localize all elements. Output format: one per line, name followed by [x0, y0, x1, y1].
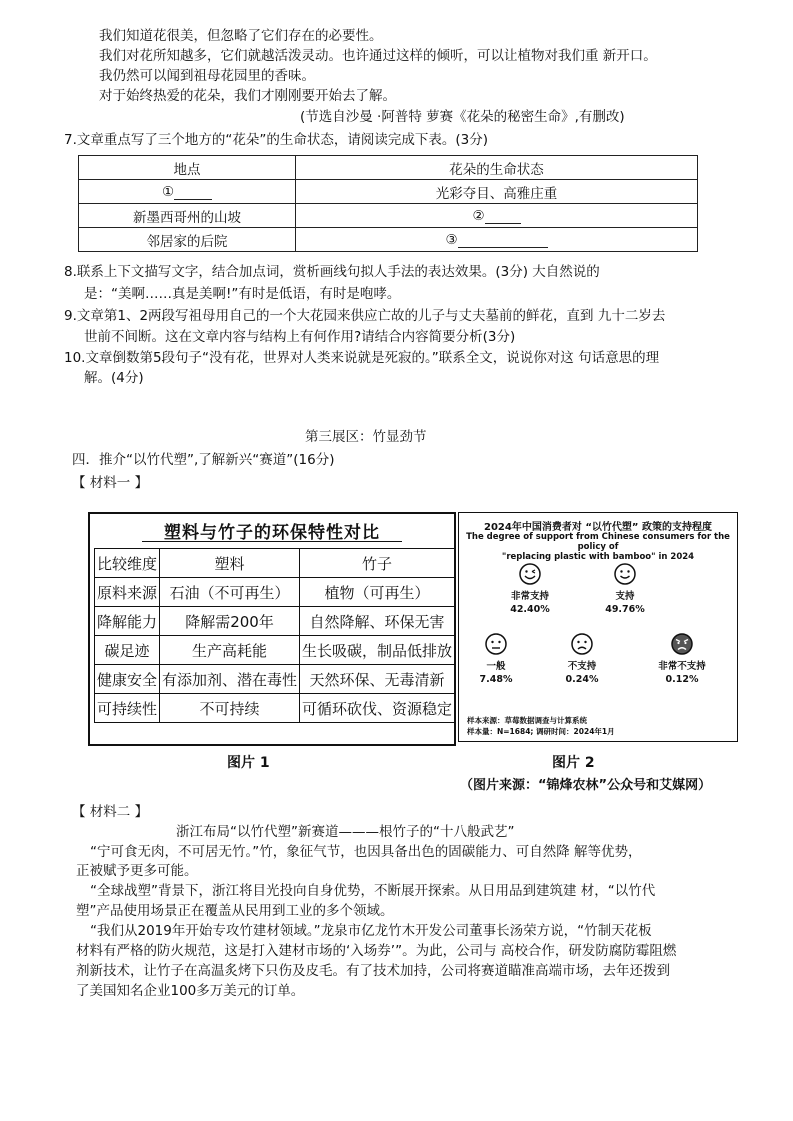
sample-size: 样本量：N=1684; 调研时间：2024年1月	[467, 727, 615, 736]
value-not-support: 0.24%	[565, 674, 599, 685]
label-not-support: 不支持	[567, 661, 597, 672]
passage-line: 我仍然可以闻到祖母花园里的香味。	[99, 68, 315, 84]
material-2-line: 塑”产品使用场景正在覆盖从民用到工业的多个领域。	[76, 903, 394, 919]
table-row	[95, 549, 455, 578]
image-source: （图片来源：“锦烽农林”公众号和艾媒网）	[460, 778, 712, 793]
figure-1-comparison-table	[88, 512, 456, 746]
table-cell: 可持续性	[95, 694, 160, 723]
blank-2[interactable]: ②	[296, 204, 698, 228]
table-cell: 生产高耗能	[160, 636, 300, 665]
table-cell: 比较维度	[95, 549, 160, 578]
table-row	[79, 204, 698, 228]
figure-1-title: 塑料与竹子的环保特性对比	[164, 523, 380, 543]
passage-source: (节选自沙曼 ·阿普特 萝赛《花朵的秘密生命》,有删改)	[300, 109, 625, 125]
figure-2-title-en: The degree of support from Chinese consumers for the policy of "replacing plastic with bamboo" in 2024	[466, 532, 730, 562]
question-9: 9.文章第1、2两段写祖母用自己的一个大花园来供应亡故的儿子与丈夫墓前的鲜花，直到 九十二岁去	[64, 308, 666, 324]
material-2-line: 剂新技术，让竹子在高温炙烤下只伤及皮毛。有了技术加持，公司将赛道瞄准高端市场，去年还拨到	[76, 963, 670, 979]
table-row	[95, 636, 455, 665]
table-cell: 石油（不可再生）	[160, 578, 300, 607]
table-cell: 可循环砍伐、资源稳定	[300, 694, 455, 723]
passage-line: 对于始终热爱的花朵，我们才刚刚要开始去了解。	[99, 88, 396, 104]
table-row	[95, 694, 455, 723]
happy-face-icon	[614, 563, 636, 585]
table-cell: 天然环保、无毒清新	[300, 665, 455, 694]
table-cell: 健康安全	[95, 665, 160, 694]
table-row	[95, 665, 455, 694]
material-2-line: 材料有严格的防火规范，这是打入建材市场的‘入场券’”。为此，公司与 高校合作，研发防腐防霉阻燃	[76, 943, 677, 959]
question-4-title: 四．推介“以竹代塑”,了解新兴“赛道”(16分)	[72, 452, 335, 468]
material-2-label: 【 材料二 】	[72, 804, 149, 820]
q7-answer-table	[78, 155, 698, 252]
label-strongly-not-support: 非常不支持	[658, 661, 706, 672]
sad-face-icon	[571, 633, 593, 655]
passage-line: 我们对花所知越多，它们就越活泼灵动。也许通过这样的倾听，可以让植物对我们重 新开口。	[99, 48, 657, 64]
figure-2-survey	[458, 512, 738, 742]
table-cell: 生长吸碳，制品低排放	[300, 636, 455, 665]
table-cell: 塑料	[160, 549, 300, 578]
table-cell: 碳足迹	[95, 636, 160, 665]
table-cell: 新墨西哥州的山坡	[79, 204, 296, 228]
label-neutral: 一般	[486, 661, 506, 672]
value-neutral: 7.48%	[479, 674, 513, 685]
table-cell: 邻居家的后院	[79, 228, 296, 252]
comparison-table	[94, 548, 455, 723]
table-cell: 不可持续	[160, 694, 300, 723]
blank-3[interactable]: ③	[296, 228, 698, 252]
question-8-cont: 是：“美啊……真是美啊!”有时是低语，有时是咆哮。	[84, 286, 401, 302]
table-row	[95, 607, 455, 636]
section-title: 第三展区：竹显劲节	[305, 429, 427, 445]
angry-face-icon	[671, 633, 693, 655]
value-support: 49.76%	[605, 604, 645, 615]
very-happy-face-icon	[519, 563, 541, 585]
material-2-line: 正被赋予更多可能。	[76, 863, 198, 879]
question-8: 8.联系上下文描写文字，结合加点词，赏析画线句拟人手法的表达效果。(3分) 大自然说的	[64, 264, 600, 280]
table-header-state: 花朵的生命状态	[296, 156, 698, 180]
figure-1-caption: 图片 1	[227, 755, 270, 771]
figure-2-title: 2024年中国消费者对 “以竹代塑” 政策的支持程度	[484, 522, 712, 533]
table-cell: 原料来源	[95, 578, 160, 607]
table-header-place: 地点	[79, 156, 296, 180]
blank-1[interactable]: ①	[79, 180, 296, 204]
table-cell: 降解需200年	[160, 607, 300, 636]
table-cell: 有添加剂、潜在毒性	[160, 665, 300, 694]
material-1-label: 【 材料一 】	[72, 475, 149, 491]
table-row	[95, 578, 455, 607]
sample-source: 样本来源：草莓数据调查与计算系统	[467, 716, 587, 725]
material-2-line: “全球战塑”背景下，浙江将目光投向自身优势，不断展开探索。从日用品到建筑建 材，“以竹代	[90, 883, 656, 899]
label-very-support: 非常支持	[510, 591, 549, 602]
label-support: 支持	[615, 591, 635, 602]
neutral-face-icon	[485, 633, 507, 655]
table-cell: 降解能力	[95, 607, 160, 636]
table-cell: 竹子	[300, 549, 455, 578]
material-2-line: “宁可食无肉，不可居无竹。”竹，象征气节，也因具备出色的固碳能力、可自然降 解等优势，	[90, 844, 642, 860]
table-cell: 植物（可再生）	[300, 578, 455, 607]
table-row	[79, 228, 698, 252]
table-row	[79, 180, 698, 204]
material-2-line: 了美国知名企业100多万美元的订单。	[76, 983, 305, 999]
value-strongly-not-support: 0.12%	[665, 674, 699, 685]
question-10-cont: 解。(4分)	[84, 370, 144, 386]
material-2-line: “我们从2019年开始专攻竹建材领域。”龙泉市亿龙竹木开发公司董事长汤荣方说，“竹制天花板	[90, 923, 652, 939]
divider	[142, 541, 402, 542]
question-7: 7.文章重点写了三个地方的“花朵”的生命状态，请阅读完成下表。(3分)	[64, 132, 488, 148]
table-cell: 自然降解、环保无害	[300, 607, 455, 636]
figure-2-caption: 图片 2	[552, 755, 595, 771]
passage-line: 我们知道花很美，但忽略了它们存在的必要性。	[99, 28, 383, 44]
question-10: 10.文章倒数第5段句子“没有花，世界对人类来说就是死寂的。”联系全文，说说你对这 句话意思的理	[64, 350, 660, 366]
table-cell: 光彩夺目、高雅庄重	[296, 180, 698, 204]
question-9-cont: 世前不间断。这在文章内容与结构上有何作用?请结合内容简要分析(3分)	[84, 329, 516, 345]
material-2-title: 浙江布局“以竹代塑”新赛道———根竹子的“十八般武艺”	[176, 824, 515, 840]
value-very-support: 42.40%	[510, 604, 550, 615]
